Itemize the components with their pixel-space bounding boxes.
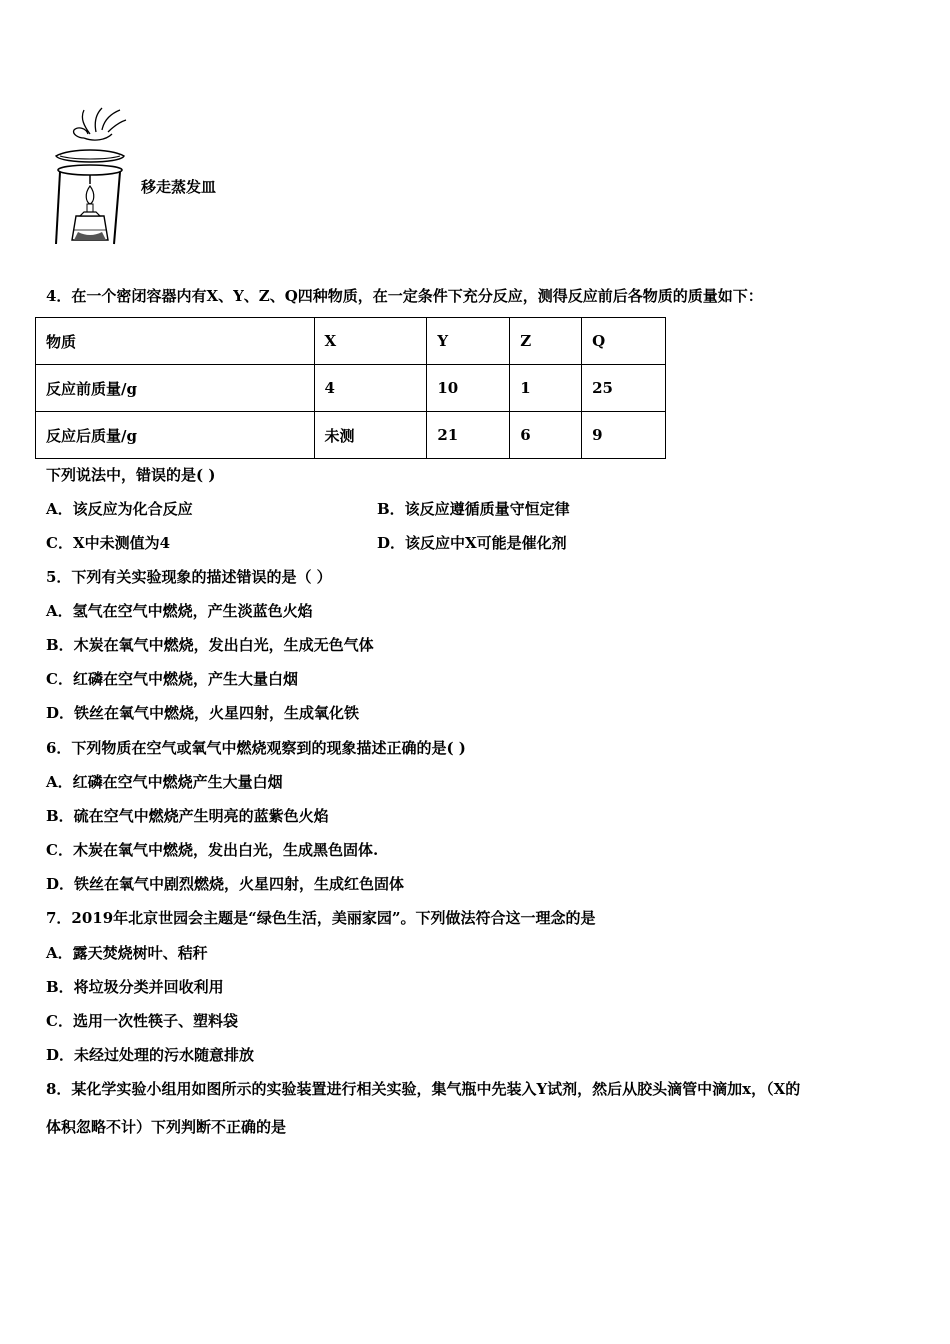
- question-7-option-c: C．选用一次性筷子、塑料袋: [46, 1012, 238, 1030]
- question-6-stem: 6．下列物质在空气或氧气中燃烧观察到的现象描述正确的是( ): [46, 739, 466, 757]
- table-cell: 6: [510, 412, 582, 459]
- figure-caption: 移走蒸发皿: [141, 178, 217, 196]
- table-header-cell: Q: [582, 318, 666, 365]
- table-cell: 反应前质量/g: [36, 365, 315, 412]
- question-5-option-a: A．氢气在空气中燃烧，产生淡蓝色火焰: [46, 602, 313, 620]
- question-5-option-b: B．木炭在氧气中燃烧，发出白光，生成无色气体: [46, 636, 374, 654]
- table-header-cell: 物质: [36, 318, 315, 365]
- question-4-prompt: 下列说法中，错误的是( ): [46, 466, 216, 484]
- evaporating-dish-illustration: [50, 104, 130, 246]
- table-cell: 25: [582, 365, 666, 412]
- question-7-option-b: B．将垃圾分类并回收利用: [46, 978, 224, 996]
- question-4-stem: 4．在一个密闭容器内有X、Y、Z、Q四种物质，在一定条件下充分反应，测得反应前后各物质的质量如下：: [46, 287, 763, 305]
- table-cell: 反应后质量/g: [36, 412, 315, 459]
- table-cell: 10: [427, 365, 510, 412]
- question-7-option-a: A．露天焚烧树叶、秸秆: [46, 944, 208, 962]
- question-5-option-d: D．铁丝在氧气中燃烧，火星四射，生成氧化铁: [46, 704, 360, 722]
- table-row: [36, 365, 666, 412]
- question-5-stem: 5．下列有关实验现象的描述错误的是（ ）: [46, 568, 332, 586]
- table-header-cell: Z: [510, 318, 582, 365]
- question-5-option-c: C．红磷在空气中燃烧，产生大量白烟: [46, 670, 298, 688]
- question-4-option-d: D．该反应中X可能是催化剂: [377, 534, 567, 552]
- table-row: [36, 412, 666, 459]
- question-8-stem-line2: 体积忽略不计）下列判断不正确的是: [46, 1118, 287, 1136]
- question-7-stem: 7．2019年北京世园会主题是“绿色生活，美丽家园”。下列做法符合这一理念的是: [46, 909, 596, 927]
- question-6-option-c: C．木炭在氧气中燃烧，发出白光，生成黑色固体.: [46, 841, 379, 859]
- question-7-option-d: D．未经过处理的污水随意排放: [46, 1046, 255, 1064]
- question-4-option-c: C．X中未测值为4: [46, 534, 171, 552]
- mass-table: [35, 317, 666, 459]
- table-cell: 未测: [314, 412, 427, 459]
- table-cell: 4: [314, 365, 427, 412]
- table-header-cell: Y: [427, 318, 510, 365]
- table-cell: 1: [510, 365, 582, 412]
- question-8-stem-line1: 8．某化学实验小组用如图所示的实验装置进行相关实验，集气瓶中先装入Y试剂，然后从胶头滴管中滴加x，（X的: [46, 1080, 801, 1098]
- table-cell: 21: [427, 412, 510, 459]
- question-6-option-d: D．铁丝在氧气中剧烈燃烧，火星四射，生成红色固体: [46, 875, 405, 893]
- table-cell: 9: [582, 412, 666, 459]
- question-6-option-a: A．红磷在空气中燃烧产生大量白烟: [46, 773, 283, 791]
- question-4-option-b: B．该反应遵循质量守恒定律: [377, 500, 570, 518]
- question-6-option-b: B．硫在空气中燃烧产生明亮的蓝紫色火焰: [46, 807, 329, 825]
- table-header-cell: X: [314, 318, 427, 365]
- table-header-row: [36, 318, 666, 365]
- question-4-option-a: A．该反应为化合反应: [46, 500, 193, 518]
